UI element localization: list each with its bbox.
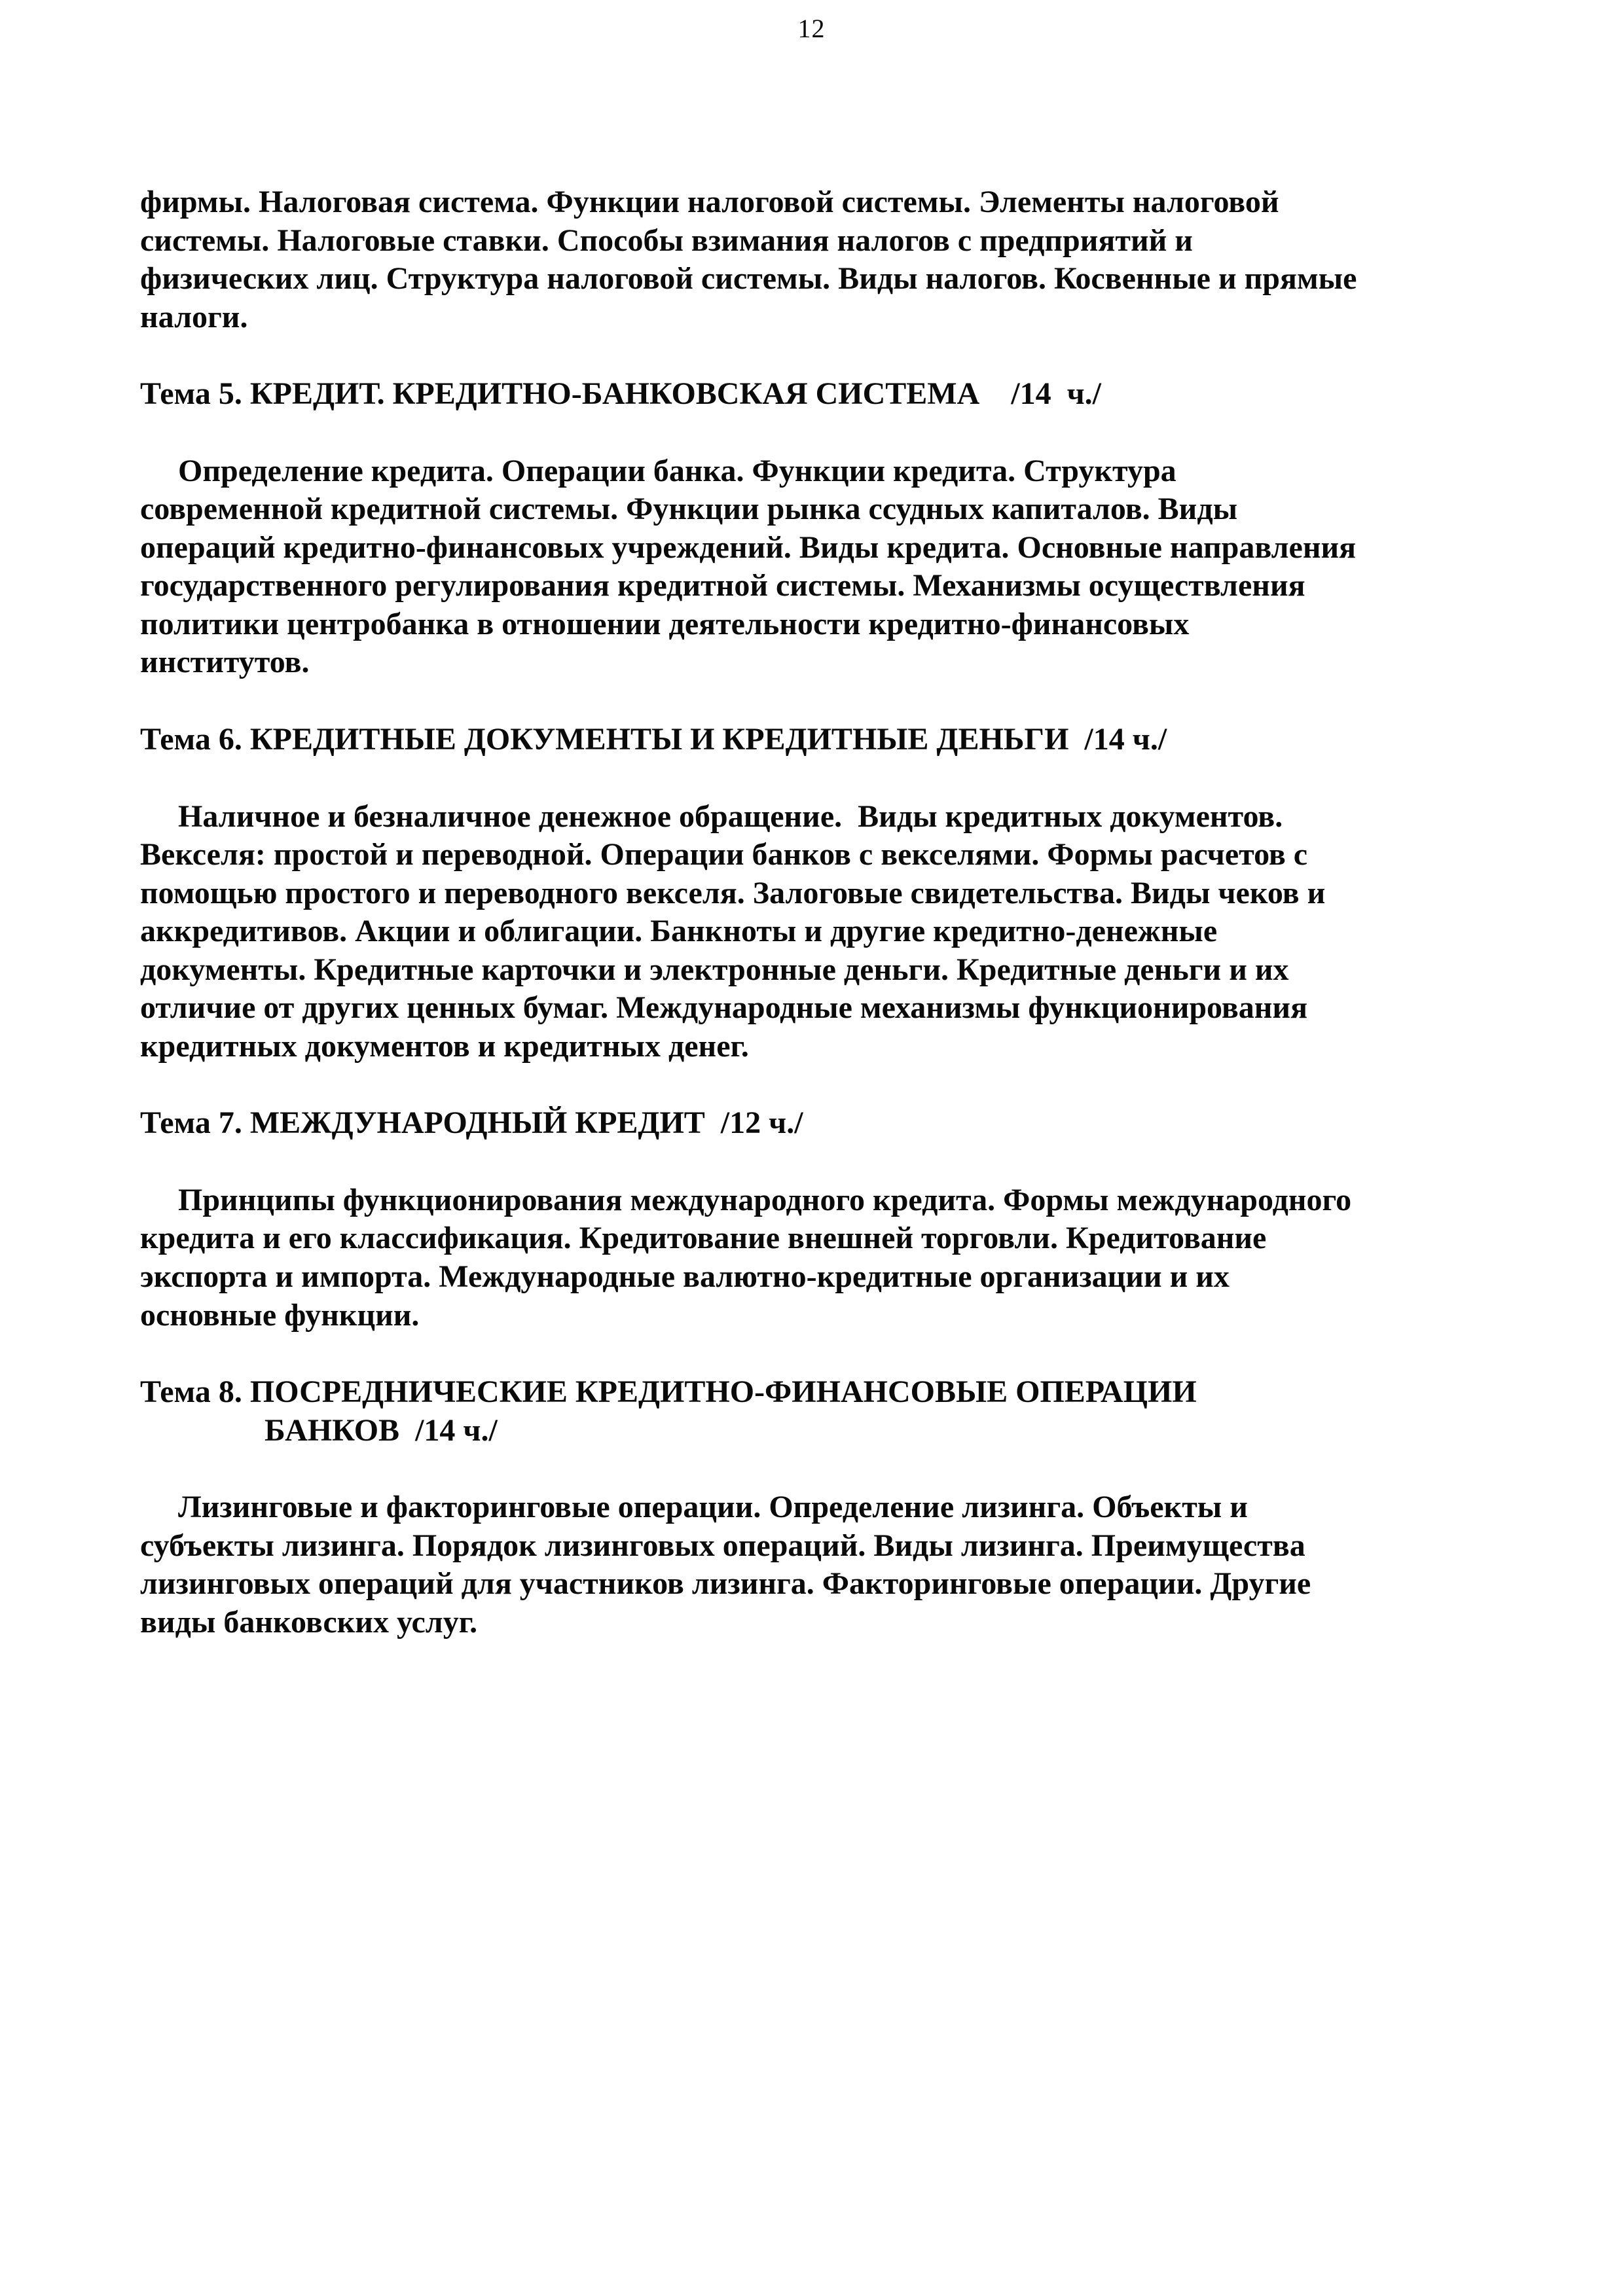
section-heading: Тема 8. ПОСРЕДНИЧЕСКИЕ КРЕДИТНО-ФИНАНСОВЫЕ ОПЕРАЦИИ (140, 1374, 1197, 1410)
section-body: Лизинговые и факторинговые операции. Определение лизинга. Объекты и субъекты лизинга. Порядок лизинговых операций. Виды лизинга. Преимущества лизинговых операций для участников лизинга. Факторинговые операции. Другие виды банковских услуг. (140, 1490, 1321, 1640)
section-heading: Тема 6. КРЕДИТНЫЕ ДОКУМЕНТЫ И КРЕДИТНЫЕ ДЕНЬГИ /14 ч./ (140, 722, 1167, 757)
section-heading: Тема 7. МЕЖДУНАРОДНЫЙ КРЕДИТ /12 ч./ (140, 1105, 803, 1141)
section-tema-5 (140, 375, 1364, 682)
section-body: Принципы функционирования международного кредита. Формы международного кредита и его классификация. Кредитование внешней торговли. Кредитование экспорта и импорта. Международные валютно-кредитные организации и их основные функции. (140, 1182, 1360, 1333)
section-heading: Тема 5. КРЕДИТ. КРЕДИТНО-БАНКОВСКАЯ СИСТЕМА /14 ч./ (140, 376, 1102, 412)
section-body: Определение кредита. Операции банка. Функции кредита. Структура современной кредитной системы. Функции рынка ссудных капиталов. Виды операций кредитно-финансовых учреждений. Виды кредита. Основные направления государственного регулирования кредитной системы. Механизмы осуществления политики центробанка в отношении деятельности кредитно-финансовых институтов. (140, 453, 1364, 680)
page-content (140, 183, 1365, 1680)
section-tema-6 (140, 721, 1361, 1066)
section-tema-8 (140, 1373, 1361, 1641)
intro-paragraph: фирмы. Налоговая система. Функции налоговой системы. Элементы налоговой системы. Налоговые ставки. Способы взимания налогов с предприятий и физических лиц. Структура налоговой системы. Виды налогов. Косвенные и прямые налоги. (140, 185, 1365, 334)
section-body: Наличное и безналичное денежное обращение. Виды кредитных документов. Векселя: простой и переводной. Операции банков с векселями. Формы расчетов с помощью простого и переводного векселя. Залоговые свидетельства. Виды чеков и аккредитивов. Акции и облигации. Банкноты и другие кредитно-денежные документы. Кредитные карточки и электронные деньги. Кредитные деньги и их отличие от других ценных бумаг. Международные механизмы функционирования кредитных документов и кредитных денег. (140, 798, 1334, 1064)
section-heading-line2: БАНКОВ /14 ч./ (264, 1412, 498, 1448)
section-tema-7 (140, 1104, 1361, 1335)
page-number: 12 (797, 14, 826, 43)
